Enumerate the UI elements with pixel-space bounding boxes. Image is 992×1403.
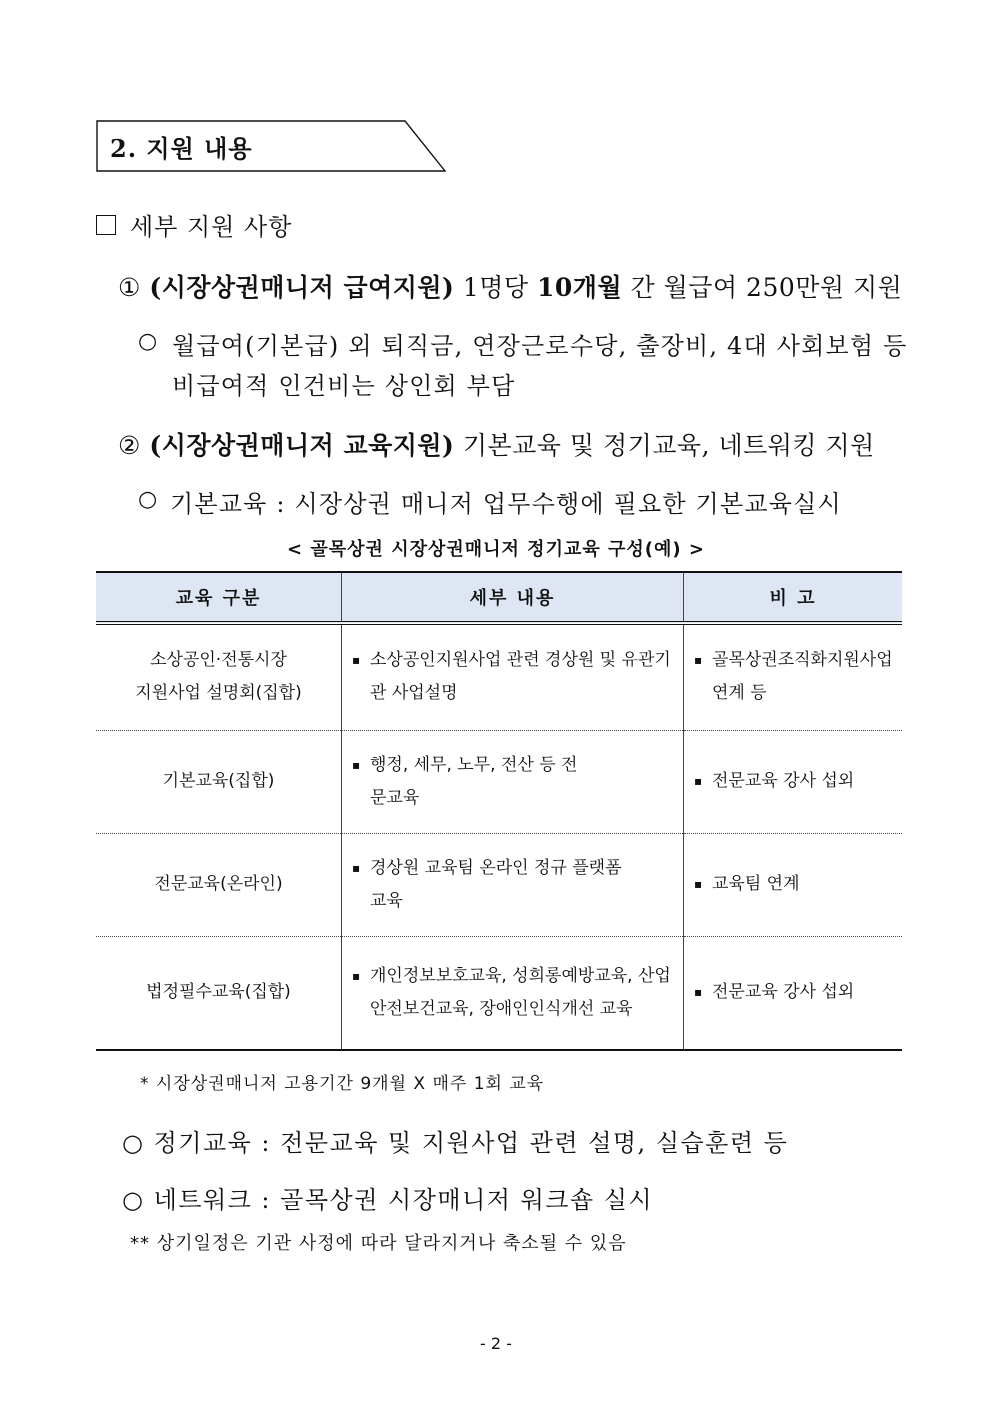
table-header-row	[96, 572, 902, 623]
cell-note: ▪ 골목상권조직화지원사업 연계 등	[684, 623, 903, 730]
subheading: 세부 지원 사항	[130, 213, 293, 241]
cell-category: 기본교육(집합)	[96, 730, 342, 833]
circle-bullet-icon: ○	[138, 487, 158, 512]
item1-detail-line1: 월급여(기본급) 외 퇴직금, 연장근로수당, 출장비, 4대 사회보험 등	[172, 332, 908, 360]
cell-category: 법정필수교육(집합)	[96, 936, 342, 1050]
square-bullet-icon: ▪	[694, 985, 703, 1000]
table-row	[96, 730, 902, 833]
employment-note: * 시장상권매니저 고용기간 9개월 X 매주 1회 교육	[140, 1074, 545, 1094]
square-bullet-icon: ▪	[694, 774, 703, 788]
item2-bold-title: (시장상권매니저 교육지원)	[149, 431, 455, 460]
schedule-note: ** 상기일정은 기관 사정에 따라 달라지거나 축소될 수 있음	[130, 1233, 627, 1254]
regular-education-line: ○ 정기교육 : 전문교육 및 지원사업 관련 설명, 실습훈련 등	[122, 1129, 789, 1157]
cell-category: 전문교육(온라인)	[96, 833, 342, 936]
item1-detail-line2: 비급여적 인건비는 상인회 부담	[172, 372, 516, 400]
square-bullet-icon: ▪	[352, 653, 361, 668]
network-line: ○ 네트워크 : 골목상권 시장매니저 워크숍 실시	[122, 1186, 654, 1214]
item2-detail-line1: 기본교육 : 시장상권 매니저 업무수행에 필요한 기본교육실시	[170, 490, 842, 518]
circled-number-1: ①	[118, 273, 141, 302]
section-header	[96, 120, 446, 171]
table-row	[96, 623, 902, 730]
cell-detail: ▪ 행정, 세무, 노무, 전산 등 전문교육	[342, 730, 684, 833]
square-bullet-icon: ▪	[352, 860, 361, 875]
circled-number-2: ②	[118, 431, 141, 460]
item1-text1: 1명당	[454, 273, 537, 302]
table-row	[96, 833, 902, 936]
square-bullet-icon: ▪	[352, 968, 361, 983]
education-schedule-table	[96, 571, 902, 1051]
item-salary-support	[118, 268, 902, 304]
section-title: 2. 지원 내용	[110, 134, 253, 163]
item1-bold-months: 10개월	[537, 273, 623, 302]
checkbox-square-icon	[96, 215, 116, 235]
cell-detail: ▪ 경상원 교육팀 온라인 정규 플랫폼 교육	[342, 833, 684, 936]
item2-text1: 기본교육 및 정기교육, 네트워킹 지원	[454, 431, 875, 460]
square-bullet-icon: ▪	[694, 877, 703, 891]
page-number: - 2 -	[480, 1334, 512, 1353]
item1-text2: 간 월급여 250만원 지원	[622, 273, 903, 302]
cell-note: ▪ 전문교육 강사 섭외	[684, 936, 903, 1050]
cell-detail: ▪ 개인정보보호교육, 성희롱예방교육, 산업안전보건교육, 장애인인식개선 교육	[342, 936, 684, 1050]
header-note: 비 고	[684, 572, 903, 623]
circle-bullet-icon: ○	[138, 329, 158, 354]
header-detail: 세부 내용	[342, 572, 684, 623]
item-education-support	[118, 426, 875, 462]
cell-note: ▪ 전문교육 강사 섭외	[684, 730, 903, 833]
item1-bold-title: (시장상권매니저 급여지원)	[149, 273, 455, 302]
header-category: 교육 구분	[96, 572, 342, 623]
table-row	[96, 936, 902, 1050]
table-caption: < 골목상권 시장상권매니저 정기교육 구성(예) >	[287, 539, 705, 560]
square-bullet-icon: ▪	[352, 757, 361, 772]
cell-detail: ▪ 소상공인지원사업 관련 경상원 및 유관기관 사업설명	[342, 623, 684, 730]
square-bullet-icon: ▪	[694, 653, 703, 668]
cell-note: ▪ 교육팀 연계	[684, 833, 903, 936]
cell-category: 소상공인·전통시장 지원사업 설명회(집합)	[96, 623, 342, 730]
